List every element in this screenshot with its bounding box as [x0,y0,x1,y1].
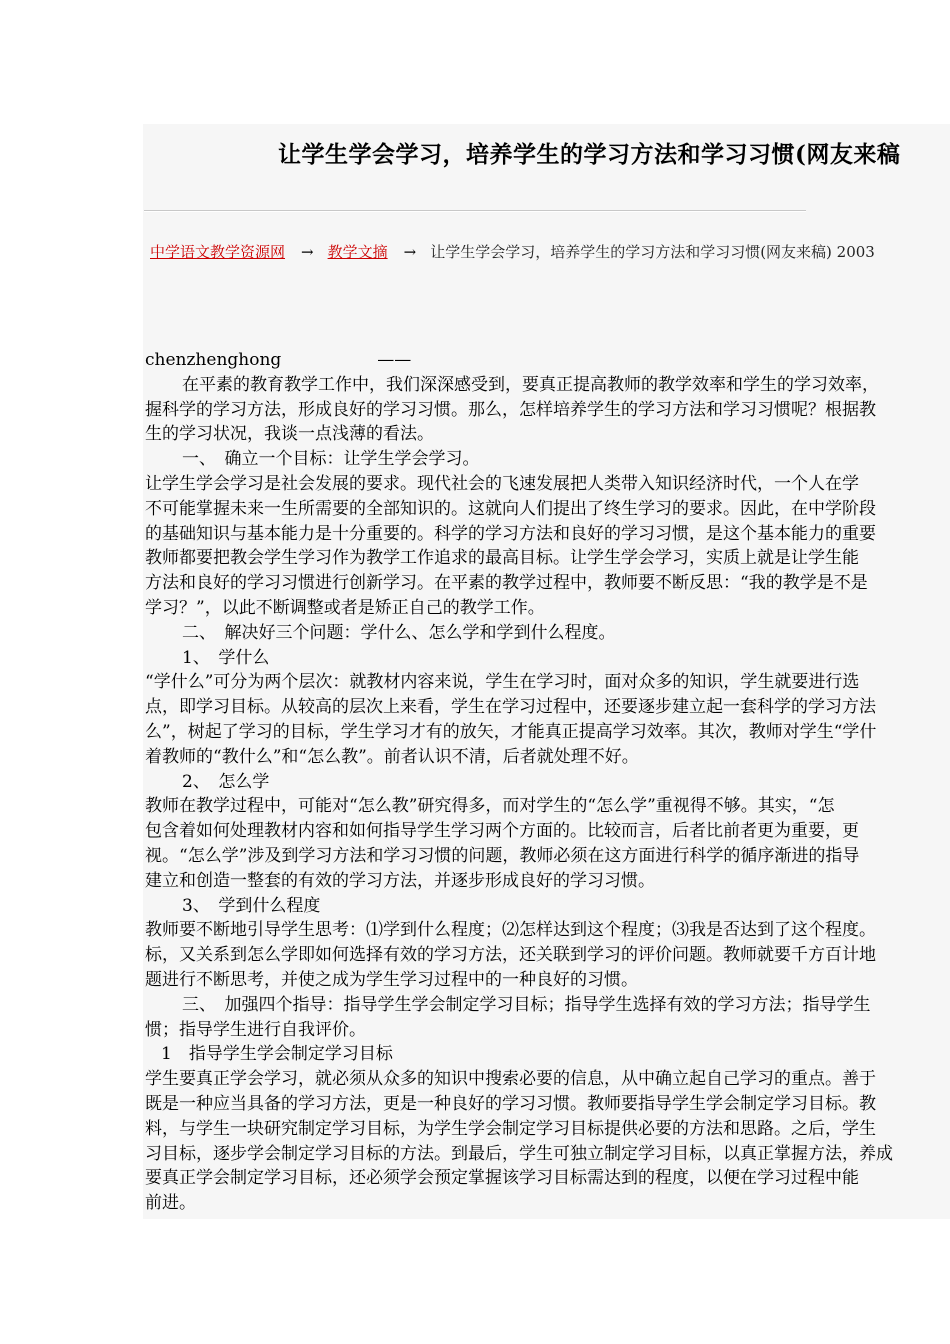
paragraph-line: 标，又关系到怎么学即如何选择有效的学习方法，还关联到学习的评价问题。教师就要千方百计地 [145,945,876,966]
paragraph-line: 包含着如何处理教材内容和如何指导学生学习两个方面的。比较而言，后者比前者更为重要，更 [145,821,859,842]
paragraph-line: 么”，树起了学习的目标，学生学习才有的放矢，才能真正提高学习效率。其次，教师对学生“学什 [145,721,877,742]
paragraph-line: 教师都要把教会学生学习作为教学工作追求的最高目标。让学生学会学习，实质上就是让学生能 [145,548,859,569]
paragraph-line: 视。“怎么学”涉及到学习方法和学习习惯的问题，教师必须在这方面进行科学的循序渐进的指导 [145,845,860,866]
byline [145,348,950,373]
paragraph-line: 着教师的“教什么”和“怎么教”。前者认识不清，后者就处理不好。 [145,746,639,767]
paragraph-line: 题进行不断思考，并使之成为学生学习过程中的一种良好的习惯。 [145,969,638,990]
breadcrumb [150,241,875,262]
paragraph-line: “学什么”可分为两个层次：就教材内容来说，学生在学习时，面对众多的知识，学生就要进行选 [145,672,860,693]
paragraph-line: 前进。 [145,1193,196,1214]
title-divider [144,210,806,212]
article-title: 让学生学会学习，培养学生的学习方法和学习习惯(网友来稿 [278,141,901,168]
paragraph-line: 方法和良好的学习习惯进行创新学习。在平素的教学过程中，教师要不断反思：“我的教学是不是 [145,573,868,594]
paragraph-line: 点，即学习目标。从较高的层次上来看，学生在学习过程中，还要逐步建立起一套科学的学习方法 [145,697,876,718]
paragraph-line: 不可能掌握未来一生所需要的全部知识的。这就向人们提出了终生学习的要求。因此，在中学阶段 [145,498,876,519]
paragraph-line: 的基础知识与基本能力是十分重要的。科学的学习方法和良好的学习习惯，是这个基本能力的重要 [145,523,876,544]
paragraph-line: 在平素的教育教学工作中，我们深深感受到，要真正提高教师的教学效率和学生的学习效率， [182,374,879,395]
breadcrumb-arrow-icon: → [301,243,314,261]
paragraph-line: 生的学习状况，我谈一点浅薄的看法。 [145,424,434,445]
subsection-heading: 3、 学到什么程度 [182,895,321,916]
breadcrumb-link-site[interactable]: 中学语文教学资源网 [150,243,286,261]
subsection-heading: 1、 学什么 [182,647,270,668]
paragraph-line: 惯；指导学生进行自我评价。 [145,1019,366,1040]
paragraph-line: 既是一种应当具备的学习方法，更是一种良好的学习习惯。教师要指导学生学会制定学习目标。教 [145,1093,876,1114]
breadcrumb-link-digest[interactable]: 教学文摘 [327,243,388,261]
section-heading: 一、 确立一个目标：让学生学会学习。 [182,449,480,470]
paragraph-line: 习目标，逐步学会制定学习目标的方法。到最后，学生可独立制定学习目标，以真正掌握方法，养成 [145,1143,893,1164]
byline-dash: —— [377,350,412,370]
paragraph-line: 教师在教学过程中，可能对“怎么教”研究得多，而对学生的“怎么学”重视得不够。其实，“怎 [145,796,835,817]
breadcrumb-arrow-icon: → [403,243,417,261]
paragraph-line: 学习？”，以此不断调整或者是矫正自己的教学工作。 [145,597,545,618]
paragraph-line: 教师要不断地引导学生思考：⑴学到什么程度；⑵怎样达到这个程度；⑶我是否达到了这个程度。 [145,920,876,941]
breadcrumb-current: 让学生学会学习，培养学生的学习方法和学习习惯(网友来稿) 2003 [430,243,875,261]
author-name: chenzhenghong [145,350,282,370]
paragraph-line: 让学生学会学习是社会发展的要求。现代社会的飞速发展把人类带入知识经济时代，一个人在学 [145,473,859,494]
article-body [145,348,950,1216]
section-heading: 二、 解决好三个问题：学什么、怎么学和学到什么程度。 [182,622,616,643]
paragraph-line: 握科学的学习方法，形成良好的学习习惯。那么，怎样培养学生的学习方法和学习习惯呢？根据教 [145,399,876,420]
section-heading: 三、 加强四个指导：指导学生学会制定学习目标；指导学生选择有效的学习方法；指导学生 [182,994,871,1015]
paragraph-line: 要真正学会制定学习目标，还必须学会预定掌握该学习目标需达到的程度，以便在学习过程中能 [145,1168,859,1189]
paragraph-line: 料，与学生一块研究制定学习目标，为学生学会制定学习目标提供必要的方法和思路。之后，学生 [145,1118,876,1139]
subsection-heading: 1 指导学生学会制定学习目标 [161,1044,393,1065]
subsection-heading: 2、 怎么学 [182,771,270,792]
paragraph-line: 学生要真正学会学习，就必须从众多的知识中搜索必要的信息，从中确立起自己学习的重点。善于 [145,1069,876,1090]
paragraph-line: 建立和创造一整套的有效的学习方法，并逐步形成良好的学习习惯。 [145,870,655,891]
